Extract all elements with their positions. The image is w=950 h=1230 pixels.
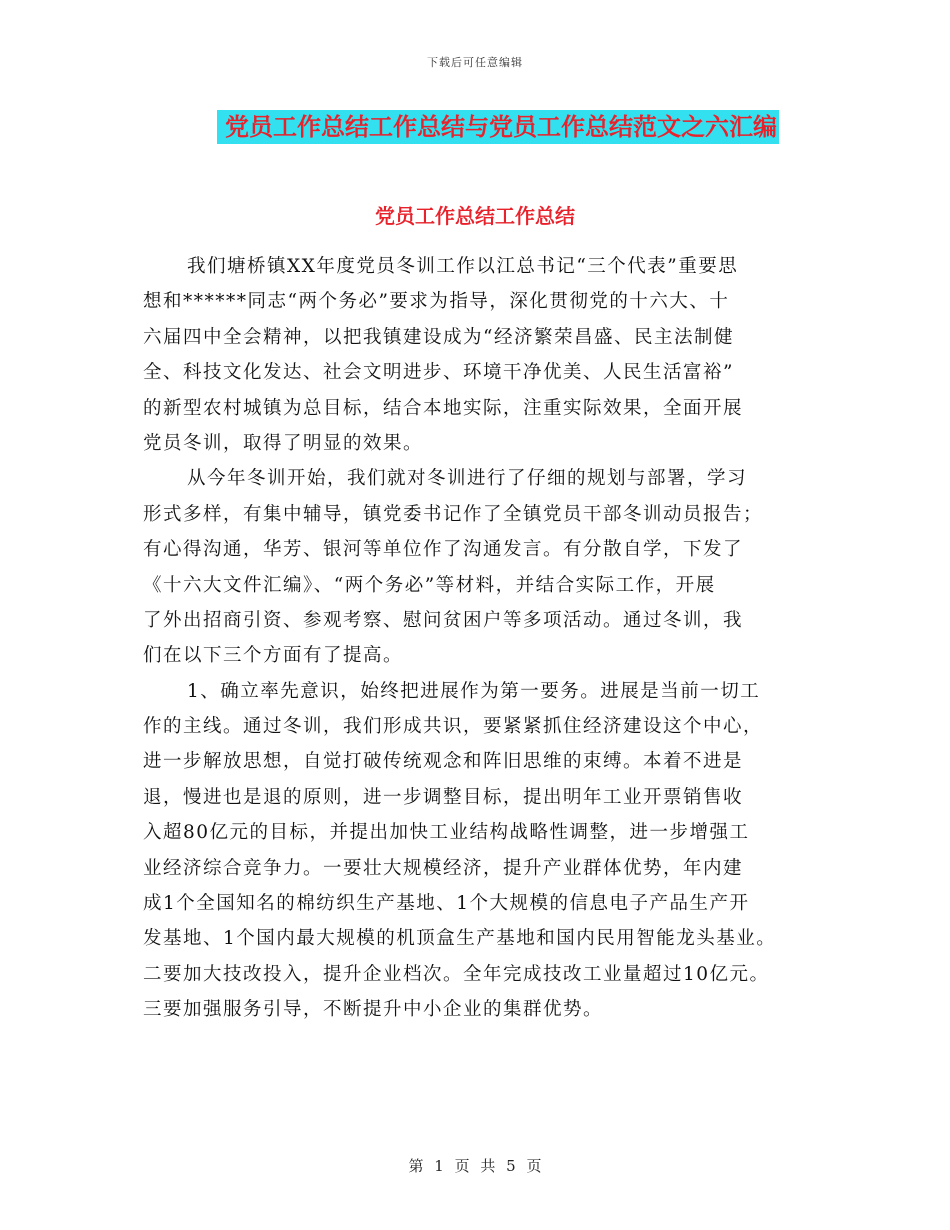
body-text (143, 249, 823, 1028)
text-line: 成1个全国知名的棉纺织生产基地、1个大规模的信息电子产品生产开 (143, 893, 750, 915)
text-line: 的新型农村城镇为总目标，结合本地实际，注重实际效果，全面开展 (143, 397, 744, 419)
text-line: 发基地、1个国内最大规模的机顶盒生产基地和国内民用智能龙头基业。 (143, 928, 777, 950)
paragraph-1 (143, 249, 823, 461)
text-line: 退，慢进也是退的原则，进一步调整目标，提出明年工业开票销售收 (143, 786, 744, 808)
text-line: 二要加大技改投入，提升企业档次。全年完成技改工业量超过10亿元。 (143, 963, 770, 985)
text-line: 入超80亿元的目标，并提出加快工业结构战略性调整，进一步增强工 (143, 822, 750, 844)
text-line: 从今年冬训开始，我们就对冬训进行了仔细的规划与部署，学习 (187, 468, 748, 490)
page-footer: 第 1 页 共 5 页 (408, 1157, 542, 1175)
paragraph-2 (143, 461, 823, 673)
text-line: 进一步解放思想，自觉打破传统观念和阵旧思维的束缚。本着不进是 (143, 751, 744, 773)
text-line: 形式多样，有集中辅导，镇党委书记作了全镇党员干部冬训动员报告； (143, 503, 764, 525)
text-line: 有心得沟通，华芳、银河等单位作了沟通发言。有分散自学，下发了 (143, 539, 744, 561)
text-line: 想和******同志“两个务必”要求为指导，深化贯彻党的十六大、十 (143, 291, 730, 313)
paragraph-3 (143, 674, 823, 1028)
text-line: 我们塘桥镇XX年度党员冬训工作以江总书记“三个代表”重要思 (187, 256, 739, 277)
text-line: 党员冬训，取得了明显的效果。 (143, 432, 424, 454)
document-title-wrap (0, 110, 950, 144)
text-line: 业经济综合竞争力。一要壮大规模经济，提升产业群体优势，年内建 (143, 857, 744, 879)
text-line: 六届四中全会精神，以把我镇建设成为“经济繁荣昌盛、民主法制健 (143, 326, 734, 348)
text-line: 作的主线。通过冬训，我们形成共识，要紧紧抓住经济建设这个中心， (143, 716, 764, 738)
text-line: 了外出招商引资、参观考察、慰问贫困户等多项活动。通过冬训，我 (143, 609, 744, 631)
document-title: 党员工作总结工作总结与党员工作总结范文之六汇编 (217, 110, 779, 144)
section-title: 党员工作总结工作总结 (375, 204, 575, 228)
header-note: 下载后可任意编辑 (427, 56, 523, 69)
text-line: 们在以下三个方面有了提高。 (143, 645, 404, 667)
text-line: 三要加强服务引导，不断提升中小企业的集群优势。 (143, 999, 604, 1021)
text-line: 全、科技文化发达、社会文明进步、环境干净优美、人民生活富裕” (143, 362, 734, 384)
text-line: 《十六大文件汇编》、“两个务必”等材料，并结合实际工作，开展 (143, 574, 716, 596)
text-line: 1、确立率先意识，始终把进展作为第一要务。进展是当前一切工 (187, 680, 761, 702)
